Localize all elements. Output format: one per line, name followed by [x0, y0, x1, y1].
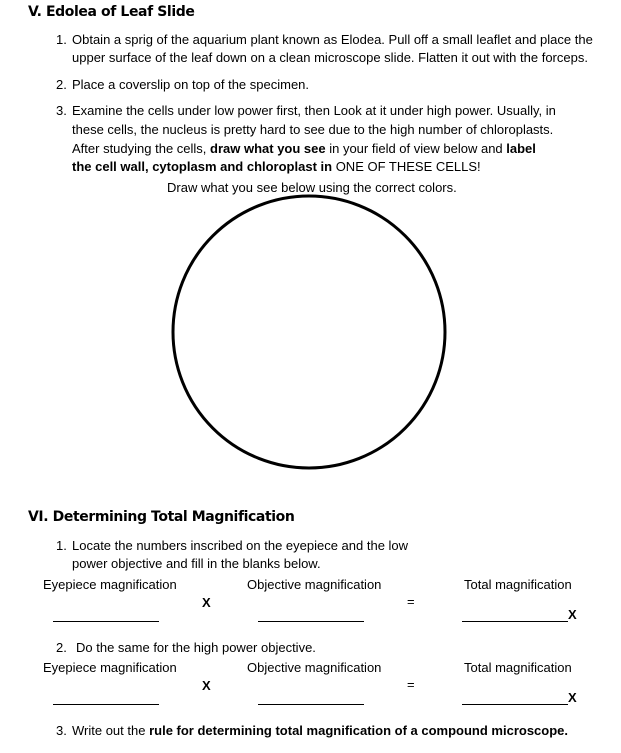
s6-step-2-number: 2. — [56, 640, 67, 655]
section-5-heading: V. Edolea of Leaf Slide — [28, 4, 195, 20]
drawing-circle-outline — [173, 196, 445, 468]
step-1-number: 1. — [56, 32, 67, 47]
step-1-line-1: Obtain a sprig of the aquarium plant known as Elodea. Pull off a small leaflet and place the — [72, 32, 593, 47]
step-3-number: 3. — [56, 103, 67, 118]
row2-times-sign: X — [202, 678, 211, 693]
row2-total-label: Total magnification — [464, 660, 572, 675]
s6-step-1-line-1: Locate the numbers inscribed on the eyepiece and the low — [72, 538, 409, 553]
step-3-line-4-b: ONE OF THESE CELLS! — [335, 159, 481, 174]
step-3-line-3-a: After studying the cells, — [72, 141, 211, 156]
s6-step-3-text — [72, 722, 568, 740]
step-3-line-2: these cells, the nucleus is pretty hard to see due to the high number of chloroplasts. — [72, 122, 554, 137]
row2-eyepiece-blank[interactable] — [53, 704, 159, 705]
section-6-heading: VI. Determining Total Magnification — [28, 509, 295, 525]
step-3-line-3 — [72, 140, 536, 158]
step-3-line-4 — [72, 158, 481, 176]
s6-step-2-text: Do the same for the high power objective. — [76, 640, 316, 655]
row1-objective-label: Objective magnification — [247, 577, 382, 592]
row2-equals-sign: = — [407, 677, 415, 692]
row2-objective-label: Objective magnification — [247, 660, 382, 675]
s6-step-1-number: 1. — [56, 538, 67, 553]
s6-step-1-line-2: power objective and fill in the blanks below. — [72, 556, 321, 571]
s6-step-3-text-a: Write out the — [72, 723, 150, 738]
step-2-number: 2. — [56, 77, 67, 92]
row1-eyepiece-blank[interactable] — [53, 621, 159, 622]
row1-total-label: Total magnification — [464, 577, 572, 592]
row2-total-blank[interactable] — [462, 704, 568, 705]
draw-instruction: Draw what you see below using the correct colors. — [167, 180, 457, 195]
s6-step-3-number: 3. — [56, 723, 67, 738]
step-3-line-1: Examine the cells under low power first, then Look at it under high power. Usually, in — [72, 103, 556, 118]
step-3-draw-emphasis: draw what you see — [210, 141, 326, 156]
row1-times-sign: X — [202, 595, 211, 610]
row1-equals-sign: = — [407, 594, 415, 609]
step-1-line-2: upper surface of the leaf down on a clean microscope slide. Flatten it out with the forceps. — [72, 50, 588, 65]
row1-objective-blank[interactable] — [258, 621, 364, 622]
row2-total-suffix: X — [568, 690, 577, 705]
row1-total-blank[interactable] — [462, 621, 568, 622]
row2-objective-blank[interactable] — [258, 704, 364, 705]
drawing-circle — [170, 193, 450, 473]
step-3-line-3-c: in your field of view below and — [325, 141, 507, 156]
step-3-label-emphasis: label — [506, 141, 536, 156]
s6-step-3-rule-emphasis: rule for determining total magnification of a compound microscope. — [149, 723, 569, 738]
row1-eyepiece-label: Eyepiece magnification — [43, 577, 177, 592]
step-2-text: Place a coverslip on top of the specimen. — [72, 77, 310, 92]
row1-total-suffix: X — [568, 607, 577, 622]
row2-eyepiece-label: Eyepiece magnification — [43, 660, 177, 675]
step-3-line-4-a: the cell wall, cytoplasm and chloroplast in — [72, 159, 336, 174]
